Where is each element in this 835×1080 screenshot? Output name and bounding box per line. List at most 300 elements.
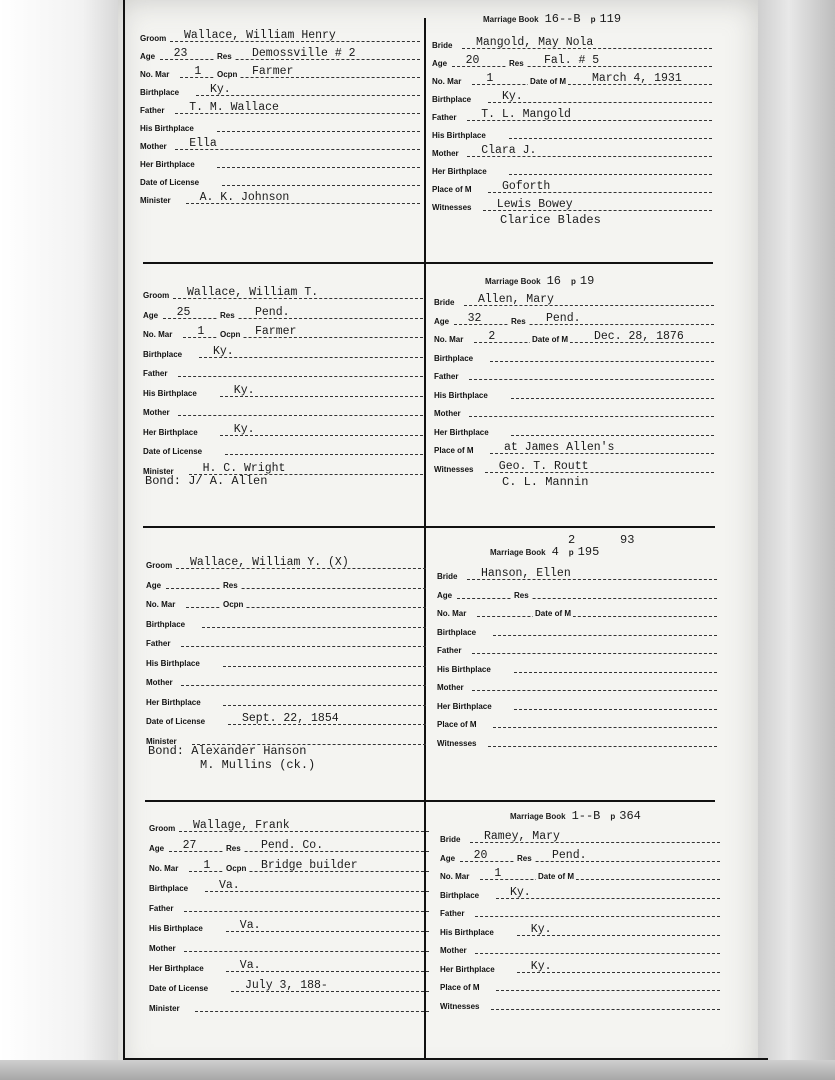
groom-father-row [149,900,429,914]
scan-bottom-margin [0,1060,835,1080]
groom-no-mar-value: 1 [197,325,205,338]
bride-mother-birthplace-label: Her Birthplace [440,964,495,974]
groom-no-mar-ocpn-label: Ocpn [223,600,244,609]
date-of-license-label: Date of License [149,984,209,993]
bride-age-label: Age [437,590,453,600]
witnesses-label: Witnesses [434,464,474,474]
bride-birthplace-value: Ky. [502,90,523,103]
witnesses-value: Lewis Bowey [496,198,573,211]
bride-mother-label: Mother [437,683,464,692]
groom-birthplace-underline [202,627,426,628]
marriage-book-header [485,274,594,288]
page-bottom-border [123,1058,768,1060]
place-of-marriage-row [432,181,712,195]
groom-name-row [146,557,426,571]
groom-name-row [140,30,420,44]
marriage-book-number: 4 [551,545,559,559]
bride-no-mar-label: No. Mar [437,609,467,618]
witnesses-row [437,735,717,749]
bride-father-underline [472,653,717,654]
bride-mother-underline [469,416,714,417]
place-of-marriage-value: Goforth [502,180,551,193]
bride-father-row [432,109,712,123]
bride-father-label: Father [437,646,462,655]
groom-father-birthplace-underline [217,131,420,132]
groom-mother-underline [181,685,426,686]
bride-birthplace-value: Ky. [510,885,531,899]
page-number: 364 [619,809,641,823]
bride-father-birthplace-label: His Birthplace [432,131,486,140]
witnesses-underline [491,1009,720,1010]
page-label: p [570,277,576,286]
minister-row [149,1000,429,1014]
bride-mother-birthplace-underline [509,174,712,175]
bride-mother-underline [475,953,720,954]
groom-father-row [143,365,423,379]
bride-father-value: T. L. Mangold [481,108,571,121]
groom-mother-birthplace-label: Her Birthplace [140,160,195,169]
groom-father-birthplace-row [149,920,429,934]
groom-age-res-label: Res [220,310,235,320]
bride-age-underline [457,598,717,599]
groom-father-row [146,635,426,649]
witnesses-row [434,461,714,475]
groom-mother-label: Mother [140,142,167,151]
witnesses-row [440,998,720,1012]
groom-mother-birthplace-label: Her Birthplace [143,427,198,437]
groom-mother-row [140,138,420,152]
place-of-marriage-row [437,716,717,730]
scan-right-margin [758,0,835,1080]
bride-no-mar-date_of_m-label: Date of M [538,872,574,881]
place-of-marriage-row [440,979,720,993]
bride-age-res-value: Pend. [552,848,587,862]
groom-name-label: Groom [143,291,170,300]
groom-birthplace-value: Ky. [210,83,231,96]
groom-age-res-label: Res [217,52,232,61]
bond-line: Bond: Alexander Hanson [148,744,307,758]
groom-age-value: 23 [173,47,188,60]
groom-age-res-value: Pend. Co. [261,839,324,852]
bride-no-mar-row [440,868,720,882]
marriage-book-number: 1--B [571,809,601,823]
date-of-license-row [146,713,426,727]
bride-no-mar-underline [477,616,717,617]
groom-mother-birthplace-value: Ky. [233,422,255,436]
bride-age-value: 20 [473,848,488,862]
bride-age-row [440,850,720,864]
marriage-book-number: 16--B [544,12,581,26]
bond-line: Bond: J/ A. Allen [145,474,268,488]
groom-mother-birthplace-underline [223,705,426,706]
groom-age-row [146,577,426,591]
bride-age-underline [454,324,714,325]
groom-mother-row [149,940,429,954]
groom-name-value: Wallace, William Y. (X) [190,556,349,569]
bride-birthplace-underline [490,361,714,362]
date-of-license-value: July 3, 188- [245,979,328,992]
minister-underline [195,1011,429,1012]
groom-age-res-label: Res [226,844,241,853]
scan-left-margin [0,0,118,1080]
groom-name-value: Wallace, William Henry [184,29,336,42]
bride-age-res-label: Res [509,59,524,68]
groom-mother-birthplace-row [140,156,420,170]
groom-no-mar-label: No. Mar [146,600,176,609]
page-left-border [123,0,125,1060]
groom-age-res-value: Pend. [255,305,290,319]
groom-mother-label: Mother [146,678,173,687]
bride-mother-birthplace-row [440,961,720,975]
bride-birthplace-row [434,350,714,364]
bride-birthplace-label: Birthplace [432,95,472,104]
bride-name-value: Ramey, Mary [484,830,560,843]
groom-age-value: 25 [176,305,191,319]
bride-birthplace-underline [493,635,717,636]
witnesses-value: Geo. T. Routt [498,459,589,473]
bride-birthplace-row [437,624,717,638]
groom-age-label: Age [140,52,156,61]
page-label: p [590,15,596,24]
groom-father-label: Father [143,369,168,378]
bride-father-birthplace-row [434,387,714,401]
marriage-book-label: Marriage Book [483,15,539,24]
groom-no-mar-row [143,326,423,340]
bride-mother-label: Mother [432,149,459,158]
groom-birthplace-label: Birthplace [146,619,186,629]
marriage-book-correction: 2 [568,533,576,547]
marriage-book-header [510,809,641,823]
bride-mother-underline [472,690,717,691]
groom-no-mar-row [149,860,429,874]
bride-father-birthplace-underline [514,672,717,673]
groom-birthplace-value: Ky. [213,344,234,358]
bride-name-row [440,831,720,845]
minister-label: Minister [140,196,171,205]
groom-father-label: Father [149,904,174,913]
groom-birthplace-value: Va. [219,879,240,892]
bride-birthplace-label: Birthplace [440,890,480,900]
bride-mother-row [434,405,714,419]
groom-birthplace-label: Birthplace [143,349,183,359]
bride-mother-birthplace-row [434,424,714,438]
bride-father-underline [469,379,714,380]
bride-father-row [437,642,717,656]
second-witness: Clarice Blades [500,213,601,227]
groom-birthplace-label: Birthplace [140,88,180,97]
date-of-license-label: Date of License [146,717,206,726]
bride-mother-birthplace-label: Her Birthplace [432,167,487,176]
separator-1 [143,262,713,264]
groom-mother-row [143,404,423,418]
groom-no-mar-ocpn-value: Farmer [252,65,294,78]
groom-no-mar-ocpn-value: Bridge builder [261,859,358,872]
bride-age-underline [460,861,720,862]
groom-father-birthplace-value: Va. [239,919,261,932]
bride-no-mar-row [434,331,714,345]
bride-age-res-label: Res [517,853,532,863]
groom-mother-birthplace-row [146,694,426,708]
bride-father-birthplace-underline [511,398,714,399]
groom-no-mar-ocpn-label: Ocpn [217,70,238,79]
groom-age-label: Age [143,310,159,320]
witnesses-underline [488,746,717,747]
bride-mother-value: Clara J. [481,144,537,157]
witnesses-label: Witnesses [437,738,477,748]
bride-mother-row [437,679,717,693]
bride-no-mar-date_of_m-label: Date of M [535,609,571,618]
groom-age-row [143,307,423,321]
bride-age-value: 32 [467,311,482,325]
groom-no-mar-row [146,596,426,610]
marriage-book-header [490,545,599,559]
groom-birthplace-label: Birthplace [149,884,189,893]
groom-age-res-value: Demossville # 2 [252,47,356,60]
groom-mother-underline [178,415,423,416]
groom-name-label: Groom [146,561,173,570]
bride-birthplace-label: Birthplace [437,627,477,637]
bride-name-label: Bride [437,572,458,581]
bride-mother-birthplace-underline [511,435,714,436]
groom-age-underline [163,318,423,319]
page-label: p [568,548,574,557]
bride-age-row [437,587,717,601]
groom-mother-birthplace-underline [217,167,420,168]
groom-no-mar-value: 1 [194,65,202,78]
separator-3 [145,800,715,802]
date-of-license-label: Date of License [143,447,203,456]
bride-name-row [434,294,714,308]
bride-father-birthplace-label: His Birthplace [434,390,488,400]
groom-age-res-label: Res [223,580,238,590]
page-number: 19 [579,274,595,288]
groom-name-label: Groom [140,34,167,43]
groom-mother-birthplace-row [143,424,423,438]
bride-age-label: Age [440,853,456,863]
marriage-book-number: 16 [546,274,561,288]
minister-value: H. C. Wright [202,461,286,475]
bride-no-mar-label: No. Mar [440,872,470,881]
groom-name-value: Wallace, William T. [187,286,319,299]
bride-mother-birthplace-label: Her Birthplace [437,701,492,711]
bride-mother-birthplace-underline [514,709,717,710]
date-of-license-row [149,980,429,994]
groom-mother-birthplace-label: Her Birthplace [149,964,204,973]
groom-birthplace-row [143,346,423,360]
groom-age-label: Age [146,580,162,590]
bride-age-label: Age [434,316,450,326]
bride-no-mar-date_of_m-value: Dec. 28, 1876 [594,330,684,343]
bride-mother-label: Mother [440,946,467,955]
bride-father-birthplace-label: His Birthplace [437,664,491,674]
bride-father-birthplace-value: Ky. [530,922,552,936]
bride-name-row [437,568,717,582]
groom-no-mar-ocpn-value: Farmer [255,325,297,338]
groom-father-underline [181,646,426,647]
bride-name-label: Bride [432,41,453,50]
page-number-correction: 93 [620,533,635,547]
bride-father-underline [475,916,720,917]
bride-age-label: Age [432,59,448,68]
separator-2 [143,526,715,528]
bride-age-res-value: Fal. # 5 [544,54,600,67]
bride-no-mar-row [432,73,712,87]
groom-mother-label: Mother [149,944,176,953]
minister-row [140,192,420,206]
date-of-license-value: Sept. 22, 1854 [242,712,339,725]
groom-father-underline [184,911,429,912]
minister-value: A. K. Johnson [199,191,290,204]
bride-no-mar-date_of_m-label: Date of M [530,77,566,86]
bride-name-value: Mangold, May Nola [476,36,594,49]
groom-age-value: 27 [182,839,197,852]
bride-mother-row [440,942,720,956]
groom-name-row [143,287,423,301]
bride-age-res-label: Res [511,316,526,326]
bride-no-mar-value: 1 [494,867,502,880]
bride-mother-label: Mother [434,409,461,418]
groom-father-underline [178,376,423,377]
groom-no-mar-value: 1 [203,859,211,872]
bride-mother-birthplace-label: Her Birthplace [434,427,489,437]
marriage-book-label: Marriage Book [490,548,546,557]
bride-no-mar-value: 2 [488,330,496,343]
bride-father-row [440,905,720,919]
date-of-license-underline [225,454,423,455]
date-of-license-label: Date of License [140,178,200,187]
place-of-marriage-label: Place of M [434,446,474,455]
groom-mother-birthplace-row [149,960,429,974]
bride-father-label: Father [434,372,459,381]
groom-no-mar-ocpn-label: Ocpn [226,864,247,873]
bride-name-value: Allen, Mary [478,293,554,306]
bride-mother-birthplace-row [432,163,712,177]
bride-father-birthplace-row [432,127,712,141]
page-number: 119 [599,12,622,26]
bride-no-mar-date_of_m-label: Date of M [532,335,568,344]
groom-age-row [149,840,429,854]
bride-name-value: Hanson, Ellen [481,567,571,580]
groom-father-label: Father [146,639,171,648]
groom-name-value: Wallage, Frank [193,819,290,832]
witnesses-label: Witnesses [440,1001,480,1011]
groom-father-birthplace-label: His Birthplace [143,388,197,398]
place-of-marriage-label: Place of M [437,720,477,729]
bride-no-mar-underline [480,879,720,880]
bride-birthplace-row [432,91,712,105]
groom-birthplace-row [146,616,426,630]
groom-age-underline [166,588,426,589]
marriage-book-label: Marriage Book [485,277,541,286]
date-of-license-row [143,443,423,457]
bride-name-label: Bride [434,298,455,307]
bride-father-label: Father [432,113,457,122]
bride-age-row [434,313,714,327]
groom-birthplace-row [140,84,420,98]
bride-no-mar-row [437,605,717,619]
minister-label: Minister [149,1004,180,1013]
groom-name-row [149,820,429,834]
bride-birthplace-row [440,887,720,901]
bride-birthplace-label: Birthplace [434,353,474,363]
groom-birthplace-row [149,880,429,894]
bride-name-row [432,37,712,51]
bride-father-row [434,368,714,382]
groom-mother-value: Ella [189,137,217,150]
groom-mother-row [146,674,426,688]
groom-father-birthplace-row [143,385,423,399]
date-of-license-underline [222,185,420,186]
witnesses-row [432,199,712,213]
date-of-license-row [140,174,420,188]
bride-father-birthplace-row [437,661,717,675]
bride-father-birthplace-label: His Birthplace [440,927,494,937]
bride-no-mar-value: 1 [486,72,494,85]
bride-age-res-value: Pend. [546,311,581,325]
place-of-marriage-underline [496,990,720,991]
minister-label: Minister [143,466,174,476]
groom-no-mar-label: No. Mar [140,70,170,79]
bride-name-label: Bride [440,835,461,844]
groom-father-label: Father [140,106,165,115]
groom-mother-birthplace-value: Va. [239,959,261,972]
groom-no-mar-ocpn-label: Ocpn [220,330,241,339]
groom-father-birthplace-value: Ky. [233,383,255,397]
place-of-marriage-underline [493,727,717,728]
groom-no-mar-label: No. Mar [149,864,179,873]
place-of-marriage-row [434,442,714,456]
groom-father-birthplace-label: His Birthplace [146,658,200,668]
bride-mother-row [432,145,712,159]
minister-label: Minister [146,736,177,746]
page-number: 195 [577,545,600,559]
groom-mother-birthplace-label: Her Birthplace [146,697,201,707]
groom-father-row [140,102,420,116]
bride-age-row [432,55,712,69]
place-of-marriage-label: Place of M [440,983,480,992]
bride-father-label: Father [440,909,465,918]
groom-father-birthplace-label: His Birthplace [149,924,203,933]
place-of-marriage-value: at James Allen's [504,441,615,454]
bond-line-2: M. Mullins (ck.) [200,758,316,772]
groom-father-birthplace-row [146,655,426,669]
page-label: p [610,812,616,821]
groom-father-birthplace-underline [223,666,426,667]
bride-mother-birthplace-value: Ky. [530,959,552,973]
bride-age-value: 20 [465,54,480,67]
bride-no-mar-date_of_m-value: March 4, 1931 [592,72,682,85]
second-witness: C. L. Mannin [502,474,589,489]
place-of-marriage-label: Place of M [432,185,472,194]
groom-father-birthplace-row [140,120,420,134]
bride-no-mar-label: No. Mar [432,77,462,86]
groom-father-value: T. M. Wallace [189,101,279,114]
groom-age-label: Age [149,844,165,853]
groom-no-mar-row [140,66,420,80]
bride-no-mar-label: No. Mar [434,335,464,344]
groom-mother-label: Mother [143,408,170,417]
bride-mother-birthplace-row [437,698,717,712]
bride-age-res-label: Res [514,590,529,600]
bride-father-birthplace-underline [509,138,712,139]
marriage-book-header [483,12,621,26]
witnesses-label: Witnesses [432,203,472,212]
groom-age-row [140,48,420,62]
groom-father-birthplace-label: His Birthplace [140,124,194,133]
groom-no-mar-label: No. Mar [143,330,173,339]
groom-name-label: Groom [149,824,176,833]
marriage-book-label: Marriage Book [510,812,566,821]
